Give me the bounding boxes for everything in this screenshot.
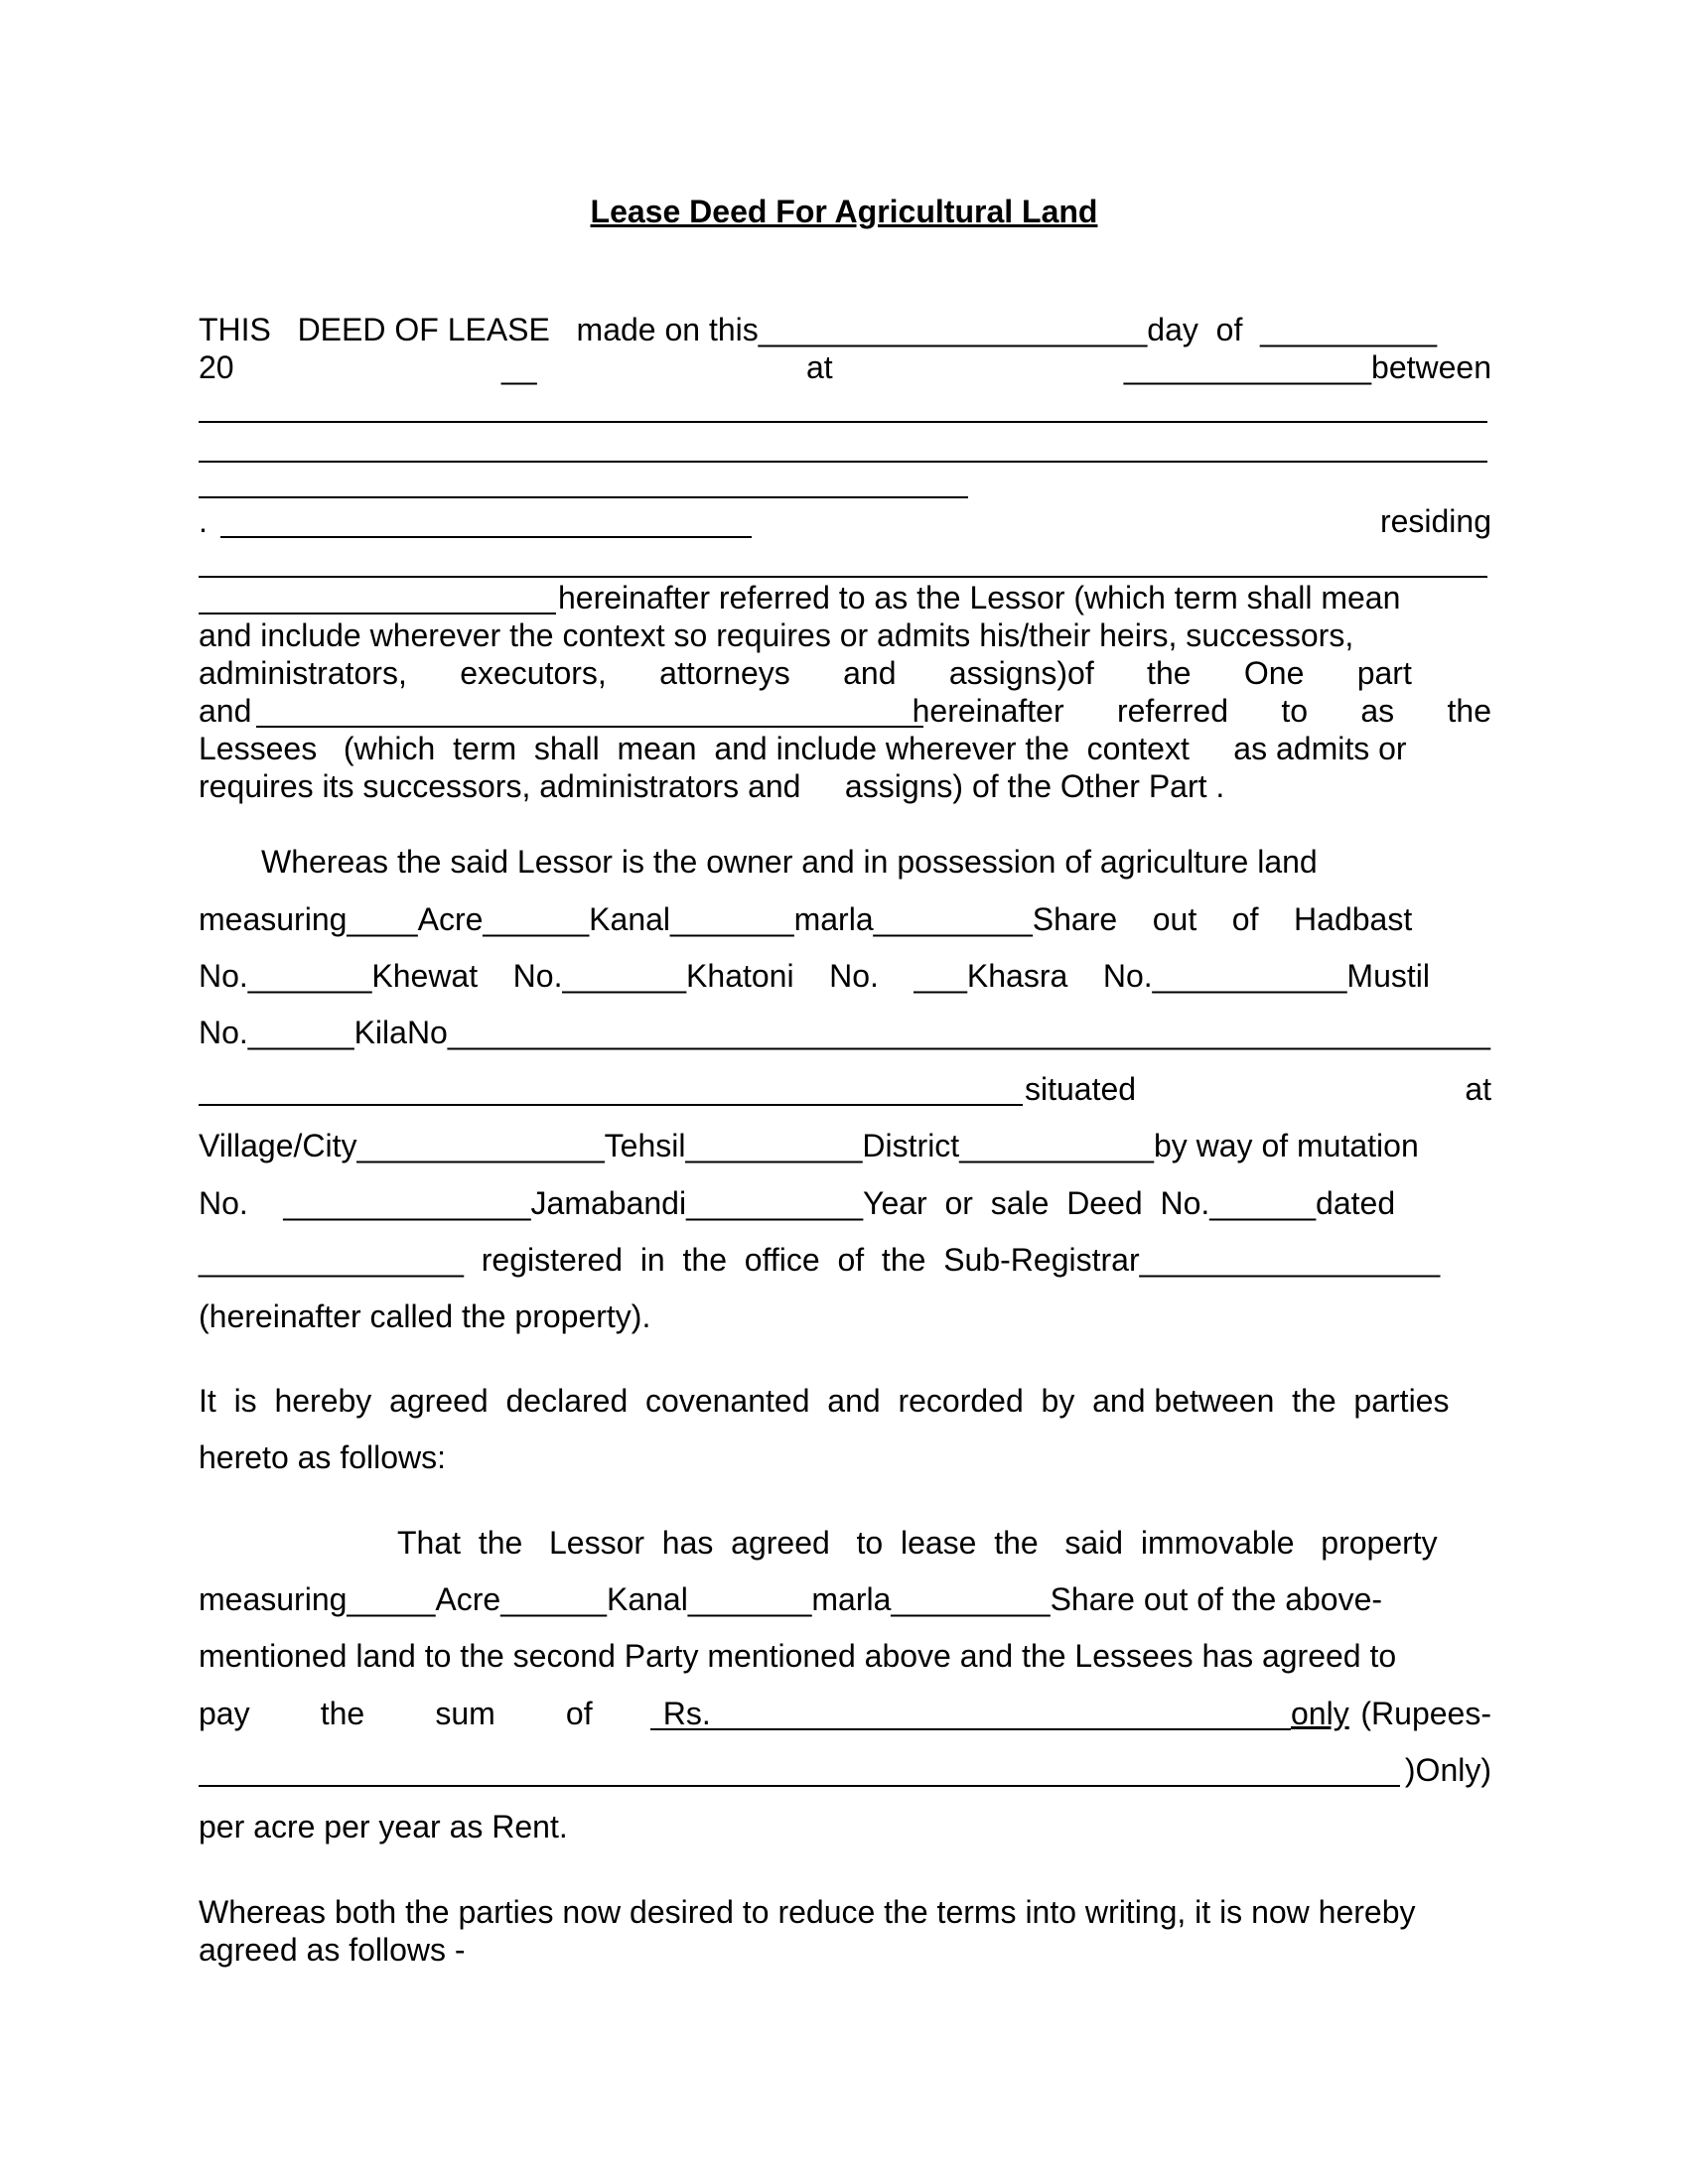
text-line: requires its successors, administrators and assigns) of the Other Part . [199, 768, 1225, 804]
text-line: hereinafter referred to as the Lessor (which term shall mean [558, 580, 1401, 615]
text-line: hereinafter referred to as the [912, 693, 1491, 729]
text-line: mentioned land to the second Party mentioned above and the Lessees has agreed to [199, 1638, 1397, 1674]
text-line: pay the sum of Rs. [199, 1696, 711, 1731]
text-line: That the Lessor has agreed to lease the said immovable property [397, 1525, 1438, 1561]
text-line: No. ______________Jamabandi__________Year or sale Deed No.______dated [199, 1185, 1396, 1221]
text-line: No._______Khewat No._______Khatoni No. ___Khasra No.___________Mustil [199, 958, 1430, 994]
text-line: and [199, 693, 252, 729]
blank-line [220, 536, 752, 538]
text-line: Village/City______________Tehsil__________District___________by way of mutation [199, 1128, 1419, 1163]
text-line: __ [501, 349, 537, 385]
document-title: Lease Deed For Agricultural Land [590, 194, 1098, 229]
text-line: and include wherever the context so requires or admits his/their heirs, successors, [199, 617, 1354, 653]
text-line: (hereinafter called the property). [199, 1298, 651, 1334]
blank-line [199, 1104, 1023, 1106]
text-line: at [1465, 1071, 1491, 1107]
text-line: . [199, 503, 208, 539]
text-line: THIS DEED OF LEASE made on this______________________day of __________ [199, 312, 1438, 347]
text-line: hereto as follows: [199, 1439, 447, 1475]
text-line: Lessees (which term shall mean and include wherever the context as admits or [199, 731, 1407, 766]
text-line: at [806, 349, 833, 385]
text-line: administrators, executors, attorneys and assigns)of the One part [199, 655, 1412, 691]
blank-line [199, 613, 556, 614]
text-line: 20 [199, 349, 234, 385]
blank-line [650, 1728, 1291, 1730]
text-line: situated [1025, 1071, 1137, 1107]
text-line: No.______KilaNo___________________________________________________________ [199, 1015, 1490, 1050]
text-line: measuring_____Acre______Kanal_______marla_________Share out of the above- [199, 1581, 1383, 1617]
text-line: per acre per year as Rent. [199, 1809, 568, 1844]
text-line: It is hereby agreed declared covenanted and recorded by and between the parties [199, 1383, 1450, 1419]
text-line: Whereas both the parties now desired to reduce the terms into writing, it is now hereby [199, 1894, 1416, 1930]
blank-line [199, 421, 1487, 423]
text-line: ______________between [1123, 349, 1491, 385]
text-line: Whereas the said Lessor is the owner and in possession of agriculture land [261, 844, 1318, 880]
blank-line [199, 461, 1487, 463]
text-line: measuring____Acre______Kanal_______marla_________Share out of Hadbast [199, 901, 1413, 937]
text-line: (Rupees- [1360, 1696, 1491, 1731]
text-line: _______________ registered in the office of the Sub-Registrar_________________ [199, 1242, 1441, 1278]
text-line: residing [1379, 503, 1491, 539]
text-line: only [1291, 1696, 1349, 1731]
blank-line [199, 576, 1487, 578]
blank-line [199, 496, 968, 498]
blank-line [199, 1785, 1400, 1787]
text-line: )Only) [1404, 1752, 1491, 1788]
text-line: agreed as follows - [199, 1932, 466, 1968]
blank-line [256, 726, 923, 728]
